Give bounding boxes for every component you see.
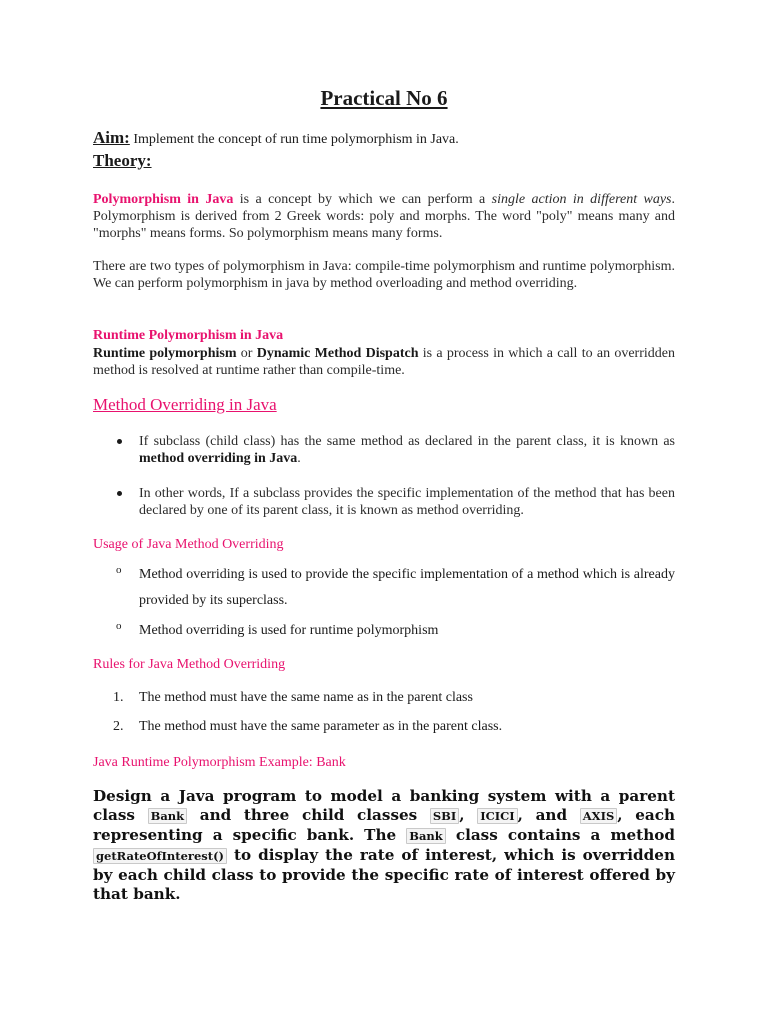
- aim-line: [93, 128, 459, 148]
- design-problem-statement: [93, 787, 675, 904]
- aim-label: Aim:: [93, 128, 130, 147]
- theory-heading: Theory:: [93, 151, 152, 170]
- runtime-polymorphism-heading: Runtime Polymorphism in Java: [93, 328, 284, 343]
- usage-item-1-text: Method overriding is used to provide the specific implementation of a method which is already provided by its superclass.: [139, 567, 675, 608]
- rule-2-text: The method must have the same parameter as in the parent class.: [139, 719, 503, 734]
- bullet-item: [113, 433, 675, 467]
- page-title: Practical No 6: [320, 86, 448, 110]
- example-heading: Java Runtime Polymorphism Example: Bank: [93, 755, 346, 770]
- bullet-dot-icon: [117, 439, 122, 444]
- para3-bold-1: Runtime polymorphism: [93, 346, 237, 361]
- rule-1-number: 1.: [113, 690, 124, 705]
- code-axis: AXIS: [580, 808, 618, 824]
- design-text-4: , and: [517, 806, 580, 824]
- code-icici: ICICI: [477, 808, 517, 824]
- bullet-item: [113, 485, 675, 519]
- code-bank: Bank: [148, 808, 188, 824]
- aim-text: Implement the concept of run time polymorphism in Java.: [129, 132, 459, 147]
- bullet-1-bold: method overriding in Java: [139, 451, 298, 466]
- para3-bold-2: Dynamic Method Dispatch: [256, 346, 419, 361]
- method-overriding-heading: Method Overriding in Java: [93, 395, 277, 414]
- rules-list-item: [113, 719, 675, 735]
- usage-list-item: [113, 618, 675, 644]
- term-polymorphism: Polymorphism in Java: [93, 192, 234, 207]
- rule-1-text: The method must have the same name as in the parent class: [139, 690, 473, 705]
- paragraph-runtime-polymorphism: [93, 345, 675, 379]
- bullet-dot-icon: [117, 491, 122, 496]
- paragraph-polymorphism-intro: [93, 191, 675, 242]
- code-sbi: SBI: [430, 808, 459, 824]
- design-text-6: class contains a method: [445, 826, 675, 844]
- design-text-3: ,: [459, 806, 478, 824]
- code-bank-2: Bank: [406, 828, 446, 844]
- para1-text-1: is a concept by which we can perform a: [233, 192, 492, 207]
- rules-list-item: [113, 690, 675, 706]
- para3-text-2: is a process in which a call to an overridden method is resolved at runtime rather than compile-time.: [93, 346, 675, 378]
- design-text-7: to display the rate of interest, which is overridden by each child class to provide the specific rate of interest offered by that bank.: [93, 846, 675, 903]
- circle-bullet-icon: o: [116, 564, 122, 576]
- para1-italic: single action in different ways: [491, 192, 672, 207]
- usage-list-item: [113, 562, 675, 614]
- design-text-5: , each representing a specific bank. The: [93, 806, 675, 844]
- bullet-1-text-end: .: [297, 451, 301, 466]
- usage-item-2-text: Method overriding is used for runtime polymorphism: [139, 623, 439, 638]
- design-text-1: Design a Java program to model a banking system with a parent class: [93, 787, 675, 824]
- design-text-2: and three child classes: [187, 806, 430, 824]
- paragraph-polymorphism-types: There are two types of polymorphism in Java: compile-time polymorphism and runtime polymorphism. We can perform polymorphism in java by method overloading and method overriding.: [93, 259, 675, 291]
- para3-text-1: or: [236, 346, 257, 361]
- circle-bullet-icon: o: [116, 620, 122, 632]
- usage-heading: Usage of Java Method Overriding: [93, 537, 284, 552]
- code-get-rate-of-interest: getRateOfInterest(): [93, 848, 227, 864]
- rule-2-number: 2.: [113, 719, 124, 734]
- bullet-2-text: In other words, If a subclass provides the specific implementation of the method that has been declared by one of its parent class, it is known as method overriding.: [139, 486, 675, 518]
- bullet-1-text: If subclass (child class) has the same method as declared in the parent class, it is known as: [139, 434, 675, 449]
- para1-text-2: . Polymorphism is derived from 2 Greek words: poly and morphs. The word "poly" means many and "morphs" means forms. So polymorphism means many forms.: [93, 192, 675, 241]
- rules-heading: Rules for Java Method Overriding: [93, 657, 286, 672]
